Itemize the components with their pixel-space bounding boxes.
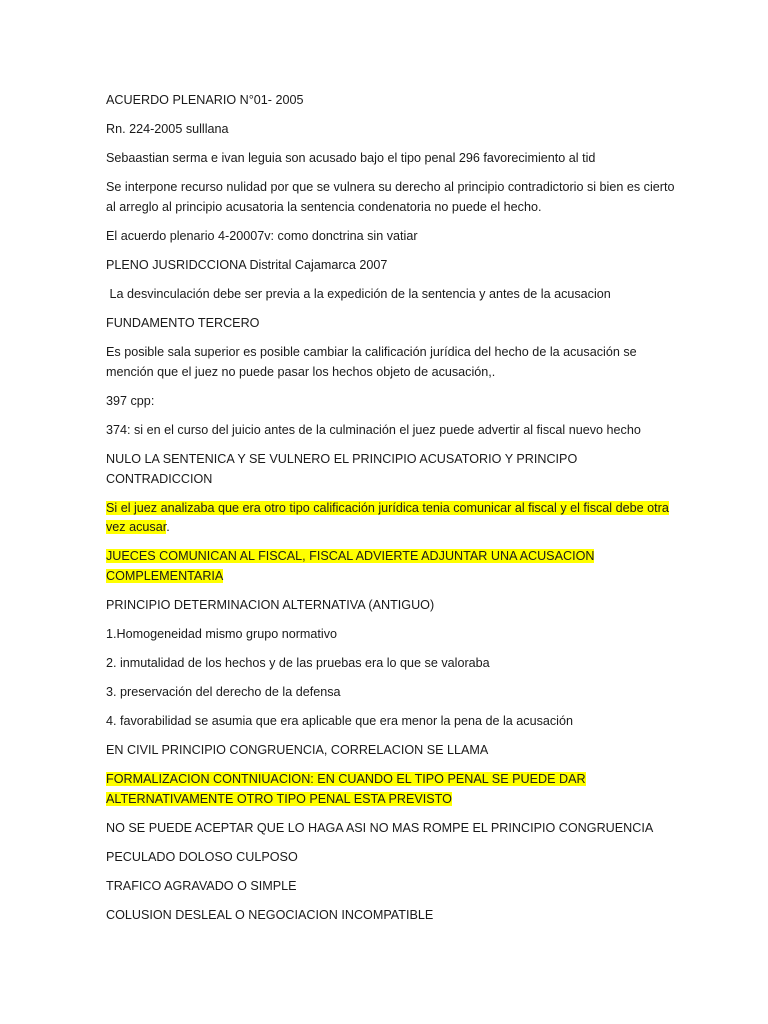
paragraph: NULO LA SENTENICA Y SE VULNERO EL PRINCIPIO ACUSATORIO Y PRINCIPO CONTRADICCION <box>106 452 578 486</box>
paragraph: FUNDAMENTO TERCERO <box>106 316 260 331</box>
list-item: 4. favorabilidad se asumia que era aplicable que era menor la pena de la acusación <box>106 714 573 729</box>
highlighted-text: FORMALIZACION CONTNIUACION: EN CUANDO EL TIPO PENAL SE PUEDE DAR ALTERNATIVAMENTE OTRO TIPO PENAL ESTA PREVISTO <box>106 772 586 806</box>
list-item: 3. preservación del derecho de la defensa <box>106 685 341 700</box>
paragraph-tail: . <box>166 520 170 535</box>
paragraph: ACUERDO PLENARIO N°01- 2005 <box>106 93 304 107</box>
list-item: 2. inmutalidad de los hechos y de las pruebas era lo que se valoraba <box>106 656 490 670</box>
highlighted-paragraph <box>106 499 676 538</box>
paragraph: La desvinculación debe ser previa a la expedición de la sentencia y antes de la acusacion <box>106 287 611 302</box>
paragraph: Sebaastian serma e ivan leguia son acusado bajo el tipo penal 296 favorecimiento al tid <box>106 151 596 166</box>
document-body <box>106 91 676 935</box>
highlighted-text: Si el juez analizaba que era otro tipo calificación jurídica tenia comunicar al fiscal y el fiscal debe otra vez acusar <box>106 500 669 535</box>
paragraph: 397 cpp: <box>106 393 155 408</box>
paragraph: PRINCIPIO DETERMINACION ALTERNATIVA (ANTIGUO) <box>106 597 435 612</box>
paragraph: Se interpone recurso nulidad por que se vulnera su derecho al principio contradictorio si bien es cierto al arreglo al principio acusatoria la sentencia condenatoria no puede el hecho. <box>106 180 675 214</box>
paragraph: El acuerdo plenario 4-20007v: como donctrina sin vatiar <box>106 228 418 243</box>
paragraph: PECULADO DOLOSO CULPOSO <box>106 850 298 865</box>
highlighted-paragraph <box>106 547 676 586</box>
paragraph: Es posible sala superior es posible cambiar la calificación jurídica del hecho de la acusación se mención que el juez no puede pasar los hechos objeto de acusación,. <box>106 345 637 379</box>
highlighted-text: JUECES COMUNICAN AL FISCAL, FISCAL ADVIERTE ADJUNTAR UNA ACUSACION COMPLEMENTARIA <box>106 549 595 583</box>
paragraph: 374: si en el curso del juicio antes de la culminación el juez puede advertir al fiscal nuevo hecho <box>106 422 641 437</box>
paragraph: PLENO JUSRIDCCIONA Distrital Cajamarca 2007 <box>106 257 388 272</box>
paragraph: TRAFICO AGRAVADO O SIMPLE <box>106 879 297 894</box>
paragraph: EN CIVIL PRINCIPIO CONGRUENCIA, CORRELACION SE LLAMA <box>106 743 489 758</box>
paragraph: COLUSION DESLEAL O NEGOCIACION INCOMPATIBLE <box>106 908 434 923</box>
paragraph: Rn. 224-2005 sulllana <box>106 122 229 137</box>
highlighted-paragraph <box>106 770 676 809</box>
paragraph: NO SE PUEDE ACEPTAR QUE LO HAGA ASI NO MAS ROMPE EL PRINCIPIO CONGRUENCIA <box>106 820 654 835</box>
list-item: 1.Homogeneidad mismo grupo normativo <box>106 626 338 641</box>
